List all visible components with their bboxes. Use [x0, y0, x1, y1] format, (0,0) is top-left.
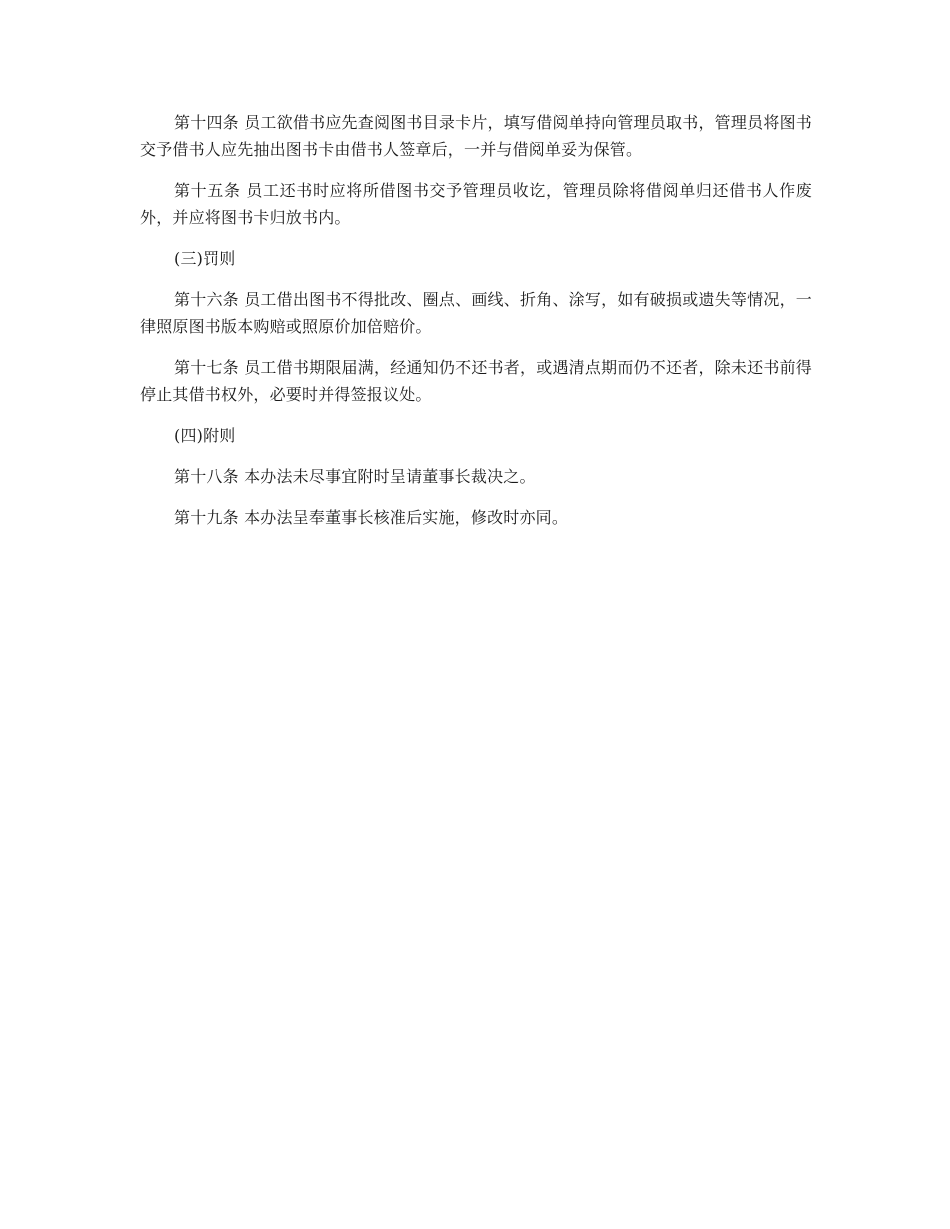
article-15-paragraph: 第十五条 员工还书时应将所借图书交予管理员收讫，管理员除将借阅单归还借书人作废外，并应将图书卡归放书内。	[140, 181, 812, 227]
article-18-paragraph: 第十八条 本办法未尽事宜附时呈请董事长裁决之。	[174, 467, 536, 486]
section-heading-supplementary: (四)附则	[174, 426, 236, 445]
article-16-paragraph: 第十六条 员工借出图书不得批改、圈点、画线、折角、涂写，如有破损或遗失等情况，一律照原图书版本购赔或照原价加倍赔价。	[140, 290, 812, 336]
section-heading-penalties: (三)罚则	[174, 249, 236, 268]
document-body	[140, 109, 812, 545]
article-19-paragraph: 第十九条 本办法呈奉董事长核准后实施，修改时亦同。	[174, 508, 569, 527]
article-14-paragraph: 第十四条 员工欲借书应先查阅图书目录卡片，填写借阅单持向管理员取书，管理员将图书交予借书人应先抽出图书卡由借书人签章后，一并与借阅单妥为保管。	[140, 113, 812, 159]
article-17-paragraph: 第十七条 员工借书期限届满，经通知仍不还书者，或遇清点期而仍不还者，除未还书前得停止其借书权外，必要时并得签报议处。	[140, 358, 812, 404]
